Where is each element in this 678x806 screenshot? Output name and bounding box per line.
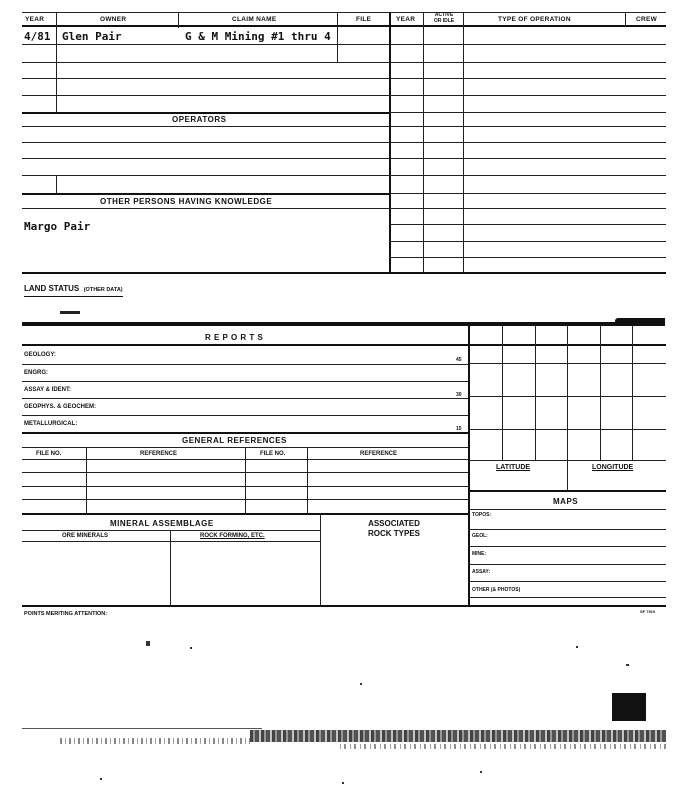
- col-ore-minerals: ORE MINERALS: [62, 533, 109, 539]
- gr-col-ref2: REFERENCE: [360, 451, 398, 457]
- op-col-active-line2: OR IDLE: [433, 18, 455, 24]
- maps-row-label: TOPOS:: [472, 512, 492, 518]
- gr-col-ref1: REFERENCE: [140, 451, 178, 457]
- general-refs-title: GENERAL REFERENCES: [182, 436, 287, 445]
- mineral-title: MINERAL ASSEMBLAGE: [110, 519, 214, 528]
- col-year-header: YEAR: [25, 16, 45, 23]
- row1-claim-name: G & M Mining #1 thru 4: [185, 30, 331, 43]
- op-col-active-header: [427, 12, 461, 24]
- land-status-heading: [24, 278, 123, 297]
- report-row-num: 15: [456, 426, 462, 432]
- land-status-sub: (OTHER DATA): [83, 287, 123, 293]
- report-row-label: ENGRG:: [24, 370, 48, 376]
- gr-col-file1: FILE NO.: [36, 451, 62, 457]
- report-row-label: GEOPHYS. & GEOCHEM:: [24, 404, 97, 410]
- op-col-active-line1: ACTIVE: [434, 12, 454, 18]
- points-title: POINTS MERITING ATTENTION:: [24, 611, 108, 617]
- form-code: SF 7919: [640, 609, 656, 614]
- maps-row-label: ASSAY:: [472, 569, 491, 575]
- maps-title: MAPS: [553, 497, 579, 506]
- latitude-label: LATITUDE: [496, 464, 531, 471]
- land-status-title: LAND STATUS: [24, 284, 80, 293]
- assoc-line1: ASSOCIATED: [368, 519, 420, 528]
- longitude-label: LONGITUDE: [592, 464, 634, 471]
- maps-row-label: OTHER (& PHOTOS): [472, 587, 521, 593]
- operators-title: OPERATORS: [172, 115, 227, 124]
- other-person-name: Margo Pair: [24, 220, 91, 233]
- associated-rock-types: [322, 519, 466, 539]
- col-claim-name-header: CLAIM NAME: [232, 16, 277, 23]
- maps-row-label: MINE:: [472, 551, 487, 557]
- report-row-label: GEOLOGY:: [24, 352, 56, 358]
- assoc-line2: ROCK TYPES: [367, 529, 420, 538]
- op-col-year-header: YEAR: [396, 16, 416, 23]
- col-file-header: FILE: [356, 16, 372, 23]
- maps-row-label: GEOL:: [472, 533, 488, 539]
- report-row-label: ASSAY & IDENT:: [24, 387, 72, 393]
- other-persons-title: OTHER PERSONS HAVING KNOWLEDGE: [100, 197, 273, 206]
- op-col-crew-header: CREW: [636, 16, 658, 23]
- row1-year: 4/81: [24, 30, 51, 43]
- reports-title: R E P O R T S: [205, 333, 264, 342]
- op-col-type-header: TYPE OF OPERATION: [498, 16, 571, 23]
- report-row-num: 45: [456, 357, 462, 363]
- gr-col-file2: FILE NO.: [260, 451, 286, 457]
- col-rock-forming: ROCK FORMING, ETC.: [200, 533, 265, 539]
- row1-owner: Glen Pair: [62, 30, 122, 43]
- col-owner-header: OWNER: [100, 16, 127, 23]
- report-row-num: 30: [456, 392, 462, 398]
- report-row-label: METALLURGICAL:: [24, 421, 78, 427]
